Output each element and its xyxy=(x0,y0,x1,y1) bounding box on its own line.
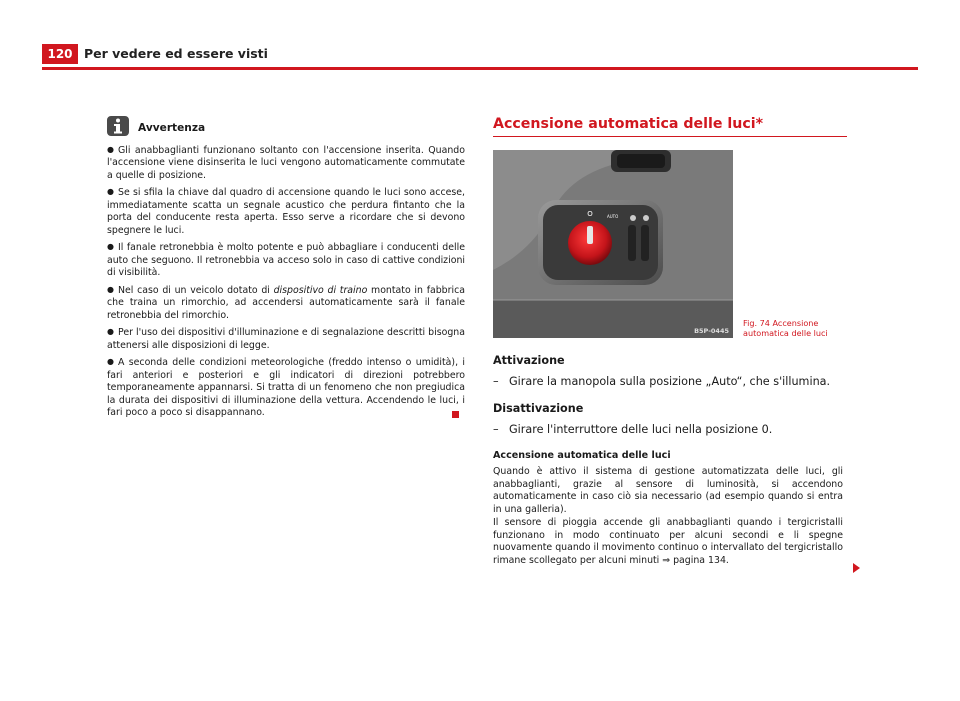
svg-text:AUTO: AUTO xyxy=(607,214,619,219)
info-icon xyxy=(107,116,129,136)
section-end-marker xyxy=(452,411,459,418)
warning-item: ● Per l'uso dei dispositivi d'illuminazione e di segnalazione descritti bisogna attenersi alle disposizioni di legge. xyxy=(107,327,465,351)
warning-title: Avvertenza xyxy=(138,122,206,134)
activation-heading: Attivazione xyxy=(493,354,565,367)
paragraph-heading: Accensione automatica delle luci xyxy=(493,450,671,461)
paragraph-1: Quando è attivo il sistema di gestione automatizzata delle luci, gli anabbaglianti, grazie al sensore di luminosità, si accendono automaticamente in caso ciò sia necessario (ad esempio quando si entra in una galleria). xyxy=(493,466,843,515)
warning-header xyxy=(107,116,465,140)
section-title: Accensione automatica delle luci* xyxy=(493,116,847,137)
page-number: 120 xyxy=(42,44,78,64)
warning-box xyxy=(107,116,465,420)
warning-item: ● Il fanale retronebbia è molto potente e può abbagliare i conducenti delle auto che seguono. Il retronebbia va acceso solo in caso di cattive condizioni di visibilità. xyxy=(107,242,465,279)
chapter-title: Per vedere ed essere visti xyxy=(84,46,268,61)
page-header xyxy=(42,40,918,70)
deactivation-step: – Girare l'interruttore delle luci nella posizione 0. xyxy=(493,423,773,436)
warning-item: ● Nel caso di un veicolo dotato di dispositivo di traino montato in fabbrica che traina un rimorchio, ad accendersi automaticamente sarà il fanale retronebbia del rimorchio. xyxy=(107,284,465,321)
svg-text:O: O xyxy=(587,210,593,218)
figure-code: B5P-0445 xyxy=(694,327,729,335)
paragraph-2: Il sensore di pioggia accende gli anabbaglianti quando i tergicristalli funzionano in modo continuato per alcuni secondi e li spegne nuovamente quando il movimento continuo o intervallato del tergicristallo rimane scollegato per alcuni minuti ⇒ pagina 134. xyxy=(493,517,843,566)
activation-step: – Girare la manopola sulla posizione „Auto“, che s'illumina. xyxy=(493,375,831,388)
warning-item: ● A seconda delle condizioni meteorologiche (freddo intenso o umidità), i fari anteriori e posteriori e gli indicatori di direzioni potrebbero temporaneamente appannarsi. Si tratta di un fenomeno che non pregiudica la durata dei dispositivi di illuminazione della vettura. Accendendo le luci, i fari poco a poco si disappannano. xyxy=(107,357,465,419)
figure-caption: Fig. 74 Accensione automatica delle luci xyxy=(743,318,828,338)
deactivation-heading: Disattivazione xyxy=(493,402,584,415)
warning-item: ● Se si sfila la chiave dal quadro di accensione quando le luci sono accese, immediatamente scatta un segnale acustico che perdura fintanto che la porta del conducente resta aperta. Esso serve a ricordare che si devono spegnere le luci. xyxy=(107,187,465,236)
light-switch-figure xyxy=(493,150,733,338)
continue-arrow-icon xyxy=(853,563,860,573)
warning-list xyxy=(107,144,465,420)
main-section xyxy=(493,116,847,566)
warning-item: ● Gli anabbaglianti funzionano soltanto con l'accensione inserita. Quando l'accensione viene disinserita le luci vengono automaticamente commutate a quelle di posizione. xyxy=(107,144,465,181)
